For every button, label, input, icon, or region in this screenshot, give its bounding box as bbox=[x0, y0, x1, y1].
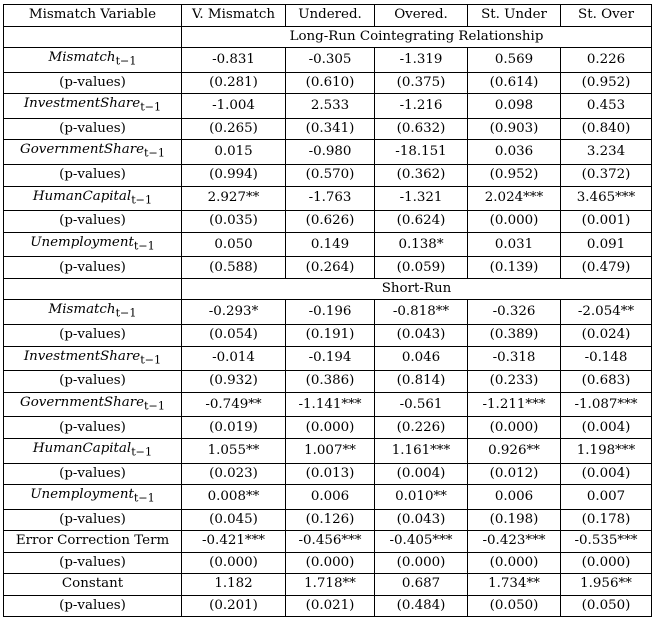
value-cell: 1.055** bbox=[182, 438, 286, 463]
value-cell: (0.226) bbox=[375, 417, 468, 439]
value-cell: -1.763 bbox=[286, 186, 375, 211]
row-label: (p-values) bbox=[4, 595, 182, 617]
value-cell: (0.484) bbox=[375, 595, 468, 617]
value-cell: (0.952) bbox=[468, 165, 561, 187]
value-cell: (0.570) bbox=[286, 165, 375, 187]
variable-name: Mismatch bbox=[48, 50, 116, 65]
value-cell: (0.389) bbox=[468, 325, 561, 347]
value-cell: (0.059) bbox=[375, 257, 468, 279]
row-label: (p-values) bbox=[4, 118, 182, 140]
row-label: (p-values) bbox=[4, 417, 182, 439]
variable-name: Mismatch bbox=[48, 302, 116, 318]
value-cell: 1.718** bbox=[286, 574, 375, 596]
value-cell: -0.980 bbox=[286, 140, 375, 165]
time-subscript: t−1 bbox=[140, 100, 162, 114]
value-cell: -1.087*** bbox=[561, 392, 652, 417]
table-row bbox=[4, 211, 652, 233]
value-cell: (0.021) bbox=[286, 595, 375, 617]
value-cell: (0.000) bbox=[182, 552, 286, 574]
value-cell: -0.293* bbox=[182, 300, 286, 325]
value-cell: -1.216 bbox=[375, 94, 468, 119]
value-cell: (0.050) bbox=[468, 595, 561, 617]
value-cell: (0.281) bbox=[182, 72, 286, 94]
value-cell: -0.194 bbox=[286, 346, 375, 371]
value-cell: 2.533 bbox=[286, 94, 375, 119]
value-cell: (0.952) bbox=[561, 72, 652, 94]
time-subscript: t−1 bbox=[144, 399, 165, 413]
value-cell: (0.000) bbox=[468, 211, 561, 233]
value-cell: (0.000) bbox=[375, 552, 468, 574]
row-label: (p-values) bbox=[4, 72, 182, 94]
value-cell: 1.161*** bbox=[375, 438, 468, 463]
value-cell: (0.683) bbox=[561, 371, 652, 393]
value-cell: (0.932) bbox=[182, 371, 286, 393]
row-label bbox=[4, 438, 182, 463]
variable-name: InvestmentShare bbox=[23, 96, 141, 112]
value-cell: 0.569 bbox=[468, 48, 561, 73]
variable-name: HumanCapital bbox=[32, 188, 132, 204]
value-cell: 0.687 bbox=[375, 574, 468, 596]
variable-name: InvestmentShare bbox=[23, 348, 141, 364]
regression-results-table bbox=[3, 4, 652, 617]
value-cell: (0.840) bbox=[561, 118, 652, 140]
value-cell: (0.198) bbox=[468, 509, 561, 531]
value-cell: 0.926** bbox=[468, 438, 561, 463]
table-row bbox=[4, 165, 652, 187]
value-cell: -1.004 bbox=[182, 94, 286, 119]
value-cell: 0.149 bbox=[286, 232, 375, 257]
time-subscript: t−1 bbox=[140, 353, 162, 367]
value-cell: (0.000) bbox=[561, 552, 652, 574]
value-cell: (0.264) bbox=[286, 257, 375, 279]
results-table-container bbox=[3, 4, 651, 617]
table-row bbox=[4, 325, 652, 347]
value-cell: (0.191) bbox=[286, 325, 375, 347]
value-cell: (0.265) bbox=[182, 118, 286, 140]
value-cell: 0.015 bbox=[182, 140, 286, 165]
row-label bbox=[4, 232, 182, 257]
value-cell: (0.023) bbox=[182, 463, 286, 485]
value-cell: 0.006 bbox=[468, 485, 561, 510]
row-label bbox=[4, 485, 182, 510]
value-cell: 0.006 bbox=[286, 485, 375, 510]
value-cell: (0.000) bbox=[286, 552, 375, 574]
row-label bbox=[4, 48, 182, 73]
value-cell: (0.375) bbox=[375, 72, 468, 94]
header-cell-undered: Undered. bbox=[286, 5, 375, 27]
row-label bbox=[4, 392, 182, 417]
row-label: (p-values) bbox=[4, 325, 182, 347]
value-cell: -1.321 bbox=[375, 186, 468, 211]
value-cell: 1.182 bbox=[182, 574, 286, 596]
value-cell: 2.927** bbox=[182, 186, 286, 211]
variable-name: Unemployment bbox=[30, 487, 134, 503]
value-cell: (0.004) bbox=[375, 463, 468, 485]
table-row bbox=[4, 552, 652, 574]
row-label bbox=[4, 140, 182, 165]
variable-name: Unemployment bbox=[30, 234, 134, 250]
value-cell: (0.479) bbox=[561, 257, 652, 279]
row-label bbox=[4, 94, 182, 119]
value-cell: 0.010** bbox=[375, 485, 468, 510]
table-row bbox=[4, 346, 652, 371]
value-cell: -0.456*** bbox=[286, 531, 375, 553]
value-cell: (0.814) bbox=[375, 371, 468, 393]
header-row bbox=[4, 5, 652, 27]
value-cell: (0.012) bbox=[468, 463, 561, 485]
value-cell: 0.031 bbox=[468, 232, 561, 257]
value-cell: (0.233) bbox=[468, 371, 561, 393]
variable-name: GovernmentShare bbox=[20, 142, 145, 158]
header-cell-v-mismatch: V. Mismatch bbox=[182, 5, 286, 27]
time-subscript: t−1 bbox=[131, 445, 153, 459]
value-cell: (0.000) bbox=[468, 417, 561, 439]
value-cell: (0.588) bbox=[182, 257, 286, 279]
value-cell: 1.198*** bbox=[561, 438, 652, 463]
row-label bbox=[4, 300, 182, 325]
value-cell: (0.614) bbox=[468, 72, 561, 94]
table-row bbox=[4, 72, 652, 94]
value-cell: (0.035) bbox=[182, 211, 286, 233]
value-cell: (0.000) bbox=[286, 417, 375, 439]
table-row bbox=[4, 417, 652, 439]
value-cell: -0.831 bbox=[182, 48, 286, 73]
value-cell: (0.043) bbox=[375, 325, 468, 347]
value-cell: (0.386) bbox=[286, 371, 375, 393]
section-title: Short-Run bbox=[182, 278, 652, 300]
value-cell: 3.465*** bbox=[561, 186, 652, 211]
table-row bbox=[4, 94, 652, 119]
value-cell: -0.535*** bbox=[561, 531, 652, 553]
value-cell: (0.013) bbox=[286, 463, 375, 485]
value-cell: 0.453 bbox=[561, 94, 652, 119]
value-cell: 1.007** bbox=[286, 438, 375, 463]
value-cell: (0.004) bbox=[561, 463, 652, 485]
value-cell: (0.624) bbox=[375, 211, 468, 233]
header-cell-variable: Mismatch Variable bbox=[4, 5, 182, 27]
row-label: (p-values) bbox=[4, 165, 182, 187]
table-row bbox=[4, 140, 652, 165]
value-cell: 0.050 bbox=[182, 232, 286, 257]
value-cell: (0.126) bbox=[286, 509, 375, 531]
value-cell: -0.749** bbox=[182, 392, 286, 417]
table-row bbox=[4, 574, 652, 596]
time-subscript: t−1 bbox=[115, 54, 137, 68]
table-row bbox=[4, 186, 652, 211]
time-subscript: t−1 bbox=[144, 147, 165, 161]
table-body bbox=[4, 26, 652, 617]
header-cell-st-under: St. Under bbox=[468, 5, 561, 27]
value-cell: -0.305 bbox=[286, 48, 375, 73]
value-cell: 0.138* bbox=[375, 232, 468, 257]
value-cell: 0.008** bbox=[182, 485, 286, 510]
value-cell: -0.014 bbox=[182, 346, 286, 371]
value-cell: (0.004) bbox=[561, 417, 652, 439]
value-cell: -1.211*** bbox=[468, 392, 561, 417]
table-row bbox=[4, 392, 652, 417]
value-cell: -1.319 bbox=[375, 48, 468, 73]
value-cell: (0.201) bbox=[182, 595, 286, 617]
value-cell: 0.226 bbox=[561, 48, 652, 73]
value-cell: 0.007 bbox=[561, 485, 652, 510]
value-cell: 0.036 bbox=[468, 140, 561, 165]
row-label: (p-values) bbox=[4, 211, 182, 233]
value-cell: (0.610) bbox=[286, 72, 375, 94]
table-row bbox=[4, 485, 652, 510]
value-cell: -0.326 bbox=[468, 300, 561, 325]
time-subscript: t−1 bbox=[133, 491, 155, 505]
value-cell: (0.139) bbox=[468, 257, 561, 279]
value-cell: -0.318 bbox=[468, 346, 561, 371]
value-cell: (0.024) bbox=[561, 325, 652, 347]
row-label: (p-values) bbox=[4, 257, 182, 279]
section-header-row bbox=[4, 26, 652, 48]
value-cell: -0.405*** bbox=[375, 531, 468, 553]
table-row bbox=[4, 257, 652, 279]
table-row bbox=[4, 371, 652, 393]
table-row bbox=[4, 509, 652, 531]
value-cell: -0.561 bbox=[375, 392, 468, 417]
value-cell: 2.024*** bbox=[468, 186, 561, 211]
variable-name: GovernmentShare bbox=[20, 394, 145, 410]
value-cell: 0.091 bbox=[561, 232, 652, 257]
value-cell: (0.362) bbox=[375, 165, 468, 187]
table-row bbox=[4, 232, 652, 257]
value-cell: -0.148 bbox=[561, 346, 652, 371]
value-cell: (0.000) bbox=[468, 552, 561, 574]
table-row bbox=[4, 118, 652, 140]
value-cell: 1.956** bbox=[561, 574, 652, 596]
section-title: Long-Run Cointegrating Relationship bbox=[182, 26, 652, 48]
value-cell: 0.046 bbox=[375, 346, 468, 371]
value-cell: 3.234 bbox=[561, 140, 652, 165]
value-cell: 1.734** bbox=[468, 574, 561, 596]
table-row bbox=[4, 463, 652, 485]
row-label bbox=[4, 186, 182, 211]
time-subscript: t−1 bbox=[133, 239, 155, 253]
table-row bbox=[4, 531, 652, 553]
table-row bbox=[4, 438, 652, 463]
value-cell: (0.178) bbox=[561, 509, 652, 531]
value-cell: -2.054** bbox=[561, 300, 652, 325]
value-cell: -0.818** bbox=[375, 300, 468, 325]
value-cell: (0.043) bbox=[375, 509, 468, 531]
value-cell: (0.050) bbox=[561, 595, 652, 617]
value-cell: (0.994) bbox=[182, 165, 286, 187]
value-cell: -0.421*** bbox=[182, 531, 286, 553]
time-subscript: t−1 bbox=[131, 193, 153, 207]
value-cell: (0.903) bbox=[468, 118, 561, 140]
header-cell-overed: Overed. bbox=[375, 5, 468, 27]
value-cell: -0.196 bbox=[286, 300, 375, 325]
value-cell: (0.632) bbox=[375, 118, 468, 140]
row-label: Error Correction Term bbox=[4, 531, 182, 553]
variable-name: HumanCapital bbox=[32, 440, 132, 456]
table-row bbox=[4, 595, 652, 617]
value-cell: 0.098 bbox=[468, 94, 561, 119]
row-label: Constant bbox=[4, 574, 182, 596]
section-header-blank-cell bbox=[4, 26, 182, 48]
row-label: (p-values) bbox=[4, 371, 182, 393]
value-cell: (0.626) bbox=[286, 211, 375, 233]
table-row bbox=[4, 48, 652, 73]
value-cell: -1.141*** bbox=[286, 392, 375, 417]
section-header-row bbox=[4, 278, 652, 300]
value-cell: (0.372) bbox=[561, 165, 652, 187]
value-cell: (0.054) bbox=[182, 325, 286, 347]
value-cell: -18.151 bbox=[375, 140, 468, 165]
value-cell: (0.001) bbox=[561, 211, 652, 233]
value-cell: (0.045) bbox=[182, 509, 286, 531]
value-cell: -0.423*** bbox=[468, 531, 561, 553]
row-label: (p-values) bbox=[4, 463, 182, 485]
row-label: (p-values) bbox=[4, 509, 182, 531]
time-subscript: t−1 bbox=[115, 307, 137, 321]
value-cell: (0.341) bbox=[286, 118, 375, 140]
header-cell-st-over: St. Over bbox=[561, 5, 652, 27]
value-cell: (0.019) bbox=[182, 417, 286, 439]
section-header-blank-cell bbox=[4, 278, 182, 300]
row-label bbox=[4, 346, 182, 371]
row-label: (p-values) bbox=[4, 552, 182, 574]
table-row bbox=[4, 300, 652, 325]
